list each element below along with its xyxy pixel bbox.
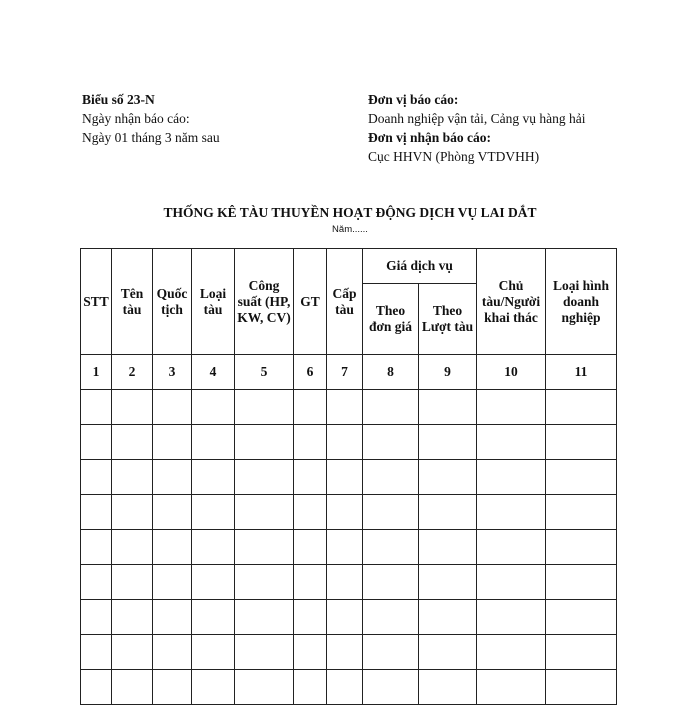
table-row bbox=[81, 530, 617, 565]
empty-cell bbox=[81, 530, 112, 565]
empty-cell bbox=[363, 530, 419, 565]
col-header-cap-tau: Cấp tàu bbox=[327, 249, 363, 355]
empty-cell bbox=[235, 530, 294, 565]
table-row bbox=[81, 390, 617, 425]
empty-cell bbox=[294, 565, 327, 600]
empty-cell bbox=[363, 635, 419, 670]
empty-cell bbox=[192, 670, 235, 705]
empty-cell bbox=[477, 495, 546, 530]
empty-cell bbox=[153, 530, 192, 565]
col-header-ten-tau: Tên tàu bbox=[112, 249, 153, 355]
empty-cell bbox=[294, 495, 327, 530]
empty-cell bbox=[419, 635, 477, 670]
col-header-gia-dich-vu: Giá dịch vụ bbox=[363, 249, 477, 284]
table-row bbox=[81, 460, 617, 495]
form-code: Biểu số 23-N bbox=[82, 92, 155, 107]
reporting-unit-value: Doanh nghiệp vận tải, Cảng vụ hàng hải bbox=[368, 111, 586, 126]
empty-cell bbox=[419, 460, 477, 495]
empty-cell bbox=[153, 670, 192, 705]
table-row bbox=[81, 600, 617, 635]
col-header-loai-hinh: Loại hình doanh nghiệp bbox=[546, 249, 617, 355]
empty-cell bbox=[363, 565, 419, 600]
empty-cell bbox=[327, 635, 363, 670]
empty-cell bbox=[477, 600, 546, 635]
empty-cell bbox=[192, 565, 235, 600]
empty-cell bbox=[112, 530, 153, 565]
empty-cell bbox=[477, 530, 546, 565]
column-number: 10 bbox=[477, 355, 546, 390]
empty-cell bbox=[81, 565, 112, 600]
empty-cell bbox=[327, 425, 363, 460]
header-right bbox=[368, 90, 585, 166]
table-row bbox=[81, 670, 617, 705]
column-number: 11 bbox=[546, 355, 617, 390]
empty-cell bbox=[235, 390, 294, 425]
receive-date-label: Ngày nhận báo cáo: bbox=[82, 111, 190, 126]
empty-cell bbox=[235, 460, 294, 495]
empty-cell bbox=[112, 425, 153, 460]
empty-cell bbox=[546, 460, 617, 495]
empty-cell bbox=[192, 635, 235, 670]
page-title: THỐNG KÊ TÀU THUYỀN HOẠT ĐỘNG DỊCH VỤ LAI DẮT bbox=[163, 205, 537, 220]
empty-cell bbox=[153, 495, 192, 530]
empty-cell bbox=[112, 600, 153, 635]
empty-cell bbox=[294, 670, 327, 705]
empty-cell bbox=[112, 670, 153, 705]
empty-cell bbox=[546, 670, 617, 705]
empty-cell bbox=[294, 390, 327, 425]
empty-cell bbox=[235, 425, 294, 460]
reporting-unit-label: Đơn vị báo cáo: bbox=[368, 92, 459, 107]
empty-cell bbox=[363, 390, 419, 425]
empty-cell bbox=[81, 390, 112, 425]
empty-cell bbox=[235, 635, 294, 670]
statistics-table bbox=[80, 248, 617, 705]
empty-cell bbox=[477, 460, 546, 495]
empty-data-rows bbox=[81, 390, 617, 705]
empty-cell bbox=[477, 390, 546, 425]
empty-cell bbox=[192, 600, 235, 635]
header-row-1 bbox=[81, 249, 617, 284]
empty-cell bbox=[546, 390, 617, 425]
empty-cell bbox=[294, 460, 327, 495]
empty-cell bbox=[363, 425, 419, 460]
empty-cell bbox=[192, 425, 235, 460]
empty-cell bbox=[112, 565, 153, 600]
empty-cell bbox=[419, 425, 477, 460]
empty-cell bbox=[546, 565, 617, 600]
col-header-gt: GT bbox=[294, 249, 327, 355]
empty-cell bbox=[112, 460, 153, 495]
table-row bbox=[81, 425, 617, 460]
col-header-theo-don-gia: Theo đơn giá bbox=[363, 284, 419, 355]
col-header-stt: STT bbox=[81, 249, 112, 355]
empty-cell bbox=[81, 670, 112, 705]
empty-cell bbox=[477, 565, 546, 600]
empty-cell bbox=[192, 495, 235, 530]
empty-cell bbox=[363, 670, 419, 705]
empty-cell bbox=[419, 495, 477, 530]
empty-cell bbox=[112, 635, 153, 670]
empty-cell bbox=[327, 600, 363, 635]
empty-cell bbox=[363, 460, 419, 495]
empty-cell bbox=[327, 495, 363, 530]
receive-date-value: Ngày 01 tháng 3 năm sau bbox=[82, 130, 220, 145]
empty-cell bbox=[363, 600, 419, 635]
empty-cell bbox=[153, 460, 192, 495]
receiving-unit-label: Đơn vị nhận báo cáo: bbox=[368, 130, 492, 145]
empty-cell bbox=[235, 600, 294, 635]
empty-cell bbox=[419, 390, 477, 425]
empty-cell bbox=[81, 495, 112, 530]
column-number-row bbox=[81, 355, 617, 390]
receiving-unit-value: Cục HHVN (Phòng VTDVHH) bbox=[368, 149, 540, 164]
empty-cell bbox=[235, 565, 294, 600]
empty-cell bbox=[477, 635, 546, 670]
empty-cell bbox=[294, 425, 327, 460]
empty-cell bbox=[294, 530, 327, 565]
col-header-loai-tau: Loại tàu bbox=[192, 249, 235, 355]
year-subtitle: Năm...... bbox=[332, 224, 368, 235]
empty-cell bbox=[192, 460, 235, 495]
empty-cell bbox=[546, 600, 617, 635]
header-left bbox=[82, 90, 220, 147]
empty-cell bbox=[235, 495, 294, 530]
column-number: 3 bbox=[153, 355, 192, 390]
table-row bbox=[81, 635, 617, 670]
col-header-cong-suat: Công suất (HP, KW, CV) bbox=[235, 249, 294, 355]
col-header-quoc-tich: Quốc tịch bbox=[153, 249, 192, 355]
empty-cell bbox=[327, 670, 363, 705]
empty-cell bbox=[477, 670, 546, 705]
empty-cell bbox=[419, 565, 477, 600]
empty-cell bbox=[363, 495, 419, 530]
empty-cell bbox=[419, 600, 477, 635]
empty-cell bbox=[153, 390, 192, 425]
empty-cell bbox=[192, 530, 235, 565]
empty-cell bbox=[81, 600, 112, 635]
empty-cell bbox=[327, 530, 363, 565]
col-header-chu-tau: Chủ tàu/Người khai thác bbox=[477, 249, 546, 355]
empty-cell bbox=[546, 425, 617, 460]
table-row bbox=[81, 565, 617, 600]
col-header-theo-luot-tau: Theo Lượt tàu bbox=[419, 284, 477, 355]
column-number: 8 bbox=[363, 355, 419, 390]
empty-cell bbox=[153, 565, 192, 600]
empty-cell bbox=[112, 390, 153, 425]
column-number: 5 bbox=[235, 355, 294, 390]
empty-cell bbox=[81, 635, 112, 670]
empty-cell bbox=[327, 390, 363, 425]
column-number: 2 bbox=[112, 355, 153, 390]
empty-cell bbox=[546, 495, 617, 530]
empty-cell bbox=[235, 670, 294, 705]
empty-cell bbox=[153, 600, 192, 635]
column-number: 4 bbox=[192, 355, 235, 390]
empty-cell bbox=[546, 530, 617, 565]
empty-cell bbox=[81, 425, 112, 460]
empty-cell bbox=[419, 670, 477, 705]
empty-cell bbox=[153, 425, 192, 460]
column-number: 7 bbox=[327, 355, 363, 390]
empty-cell bbox=[81, 460, 112, 495]
empty-cell bbox=[112, 495, 153, 530]
column-number: 6 bbox=[294, 355, 327, 390]
empty-cell bbox=[192, 390, 235, 425]
empty-cell bbox=[546, 635, 617, 670]
empty-cell bbox=[327, 565, 363, 600]
table-row bbox=[81, 495, 617, 530]
empty-cell bbox=[294, 635, 327, 670]
column-number: 1 bbox=[81, 355, 112, 390]
empty-cell bbox=[294, 600, 327, 635]
empty-cell bbox=[477, 425, 546, 460]
column-number: 9 bbox=[419, 355, 477, 390]
empty-cell bbox=[419, 530, 477, 565]
empty-cell bbox=[153, 635, 192, 670]
empty-cell bbox=[327, 460, 363, 495]
